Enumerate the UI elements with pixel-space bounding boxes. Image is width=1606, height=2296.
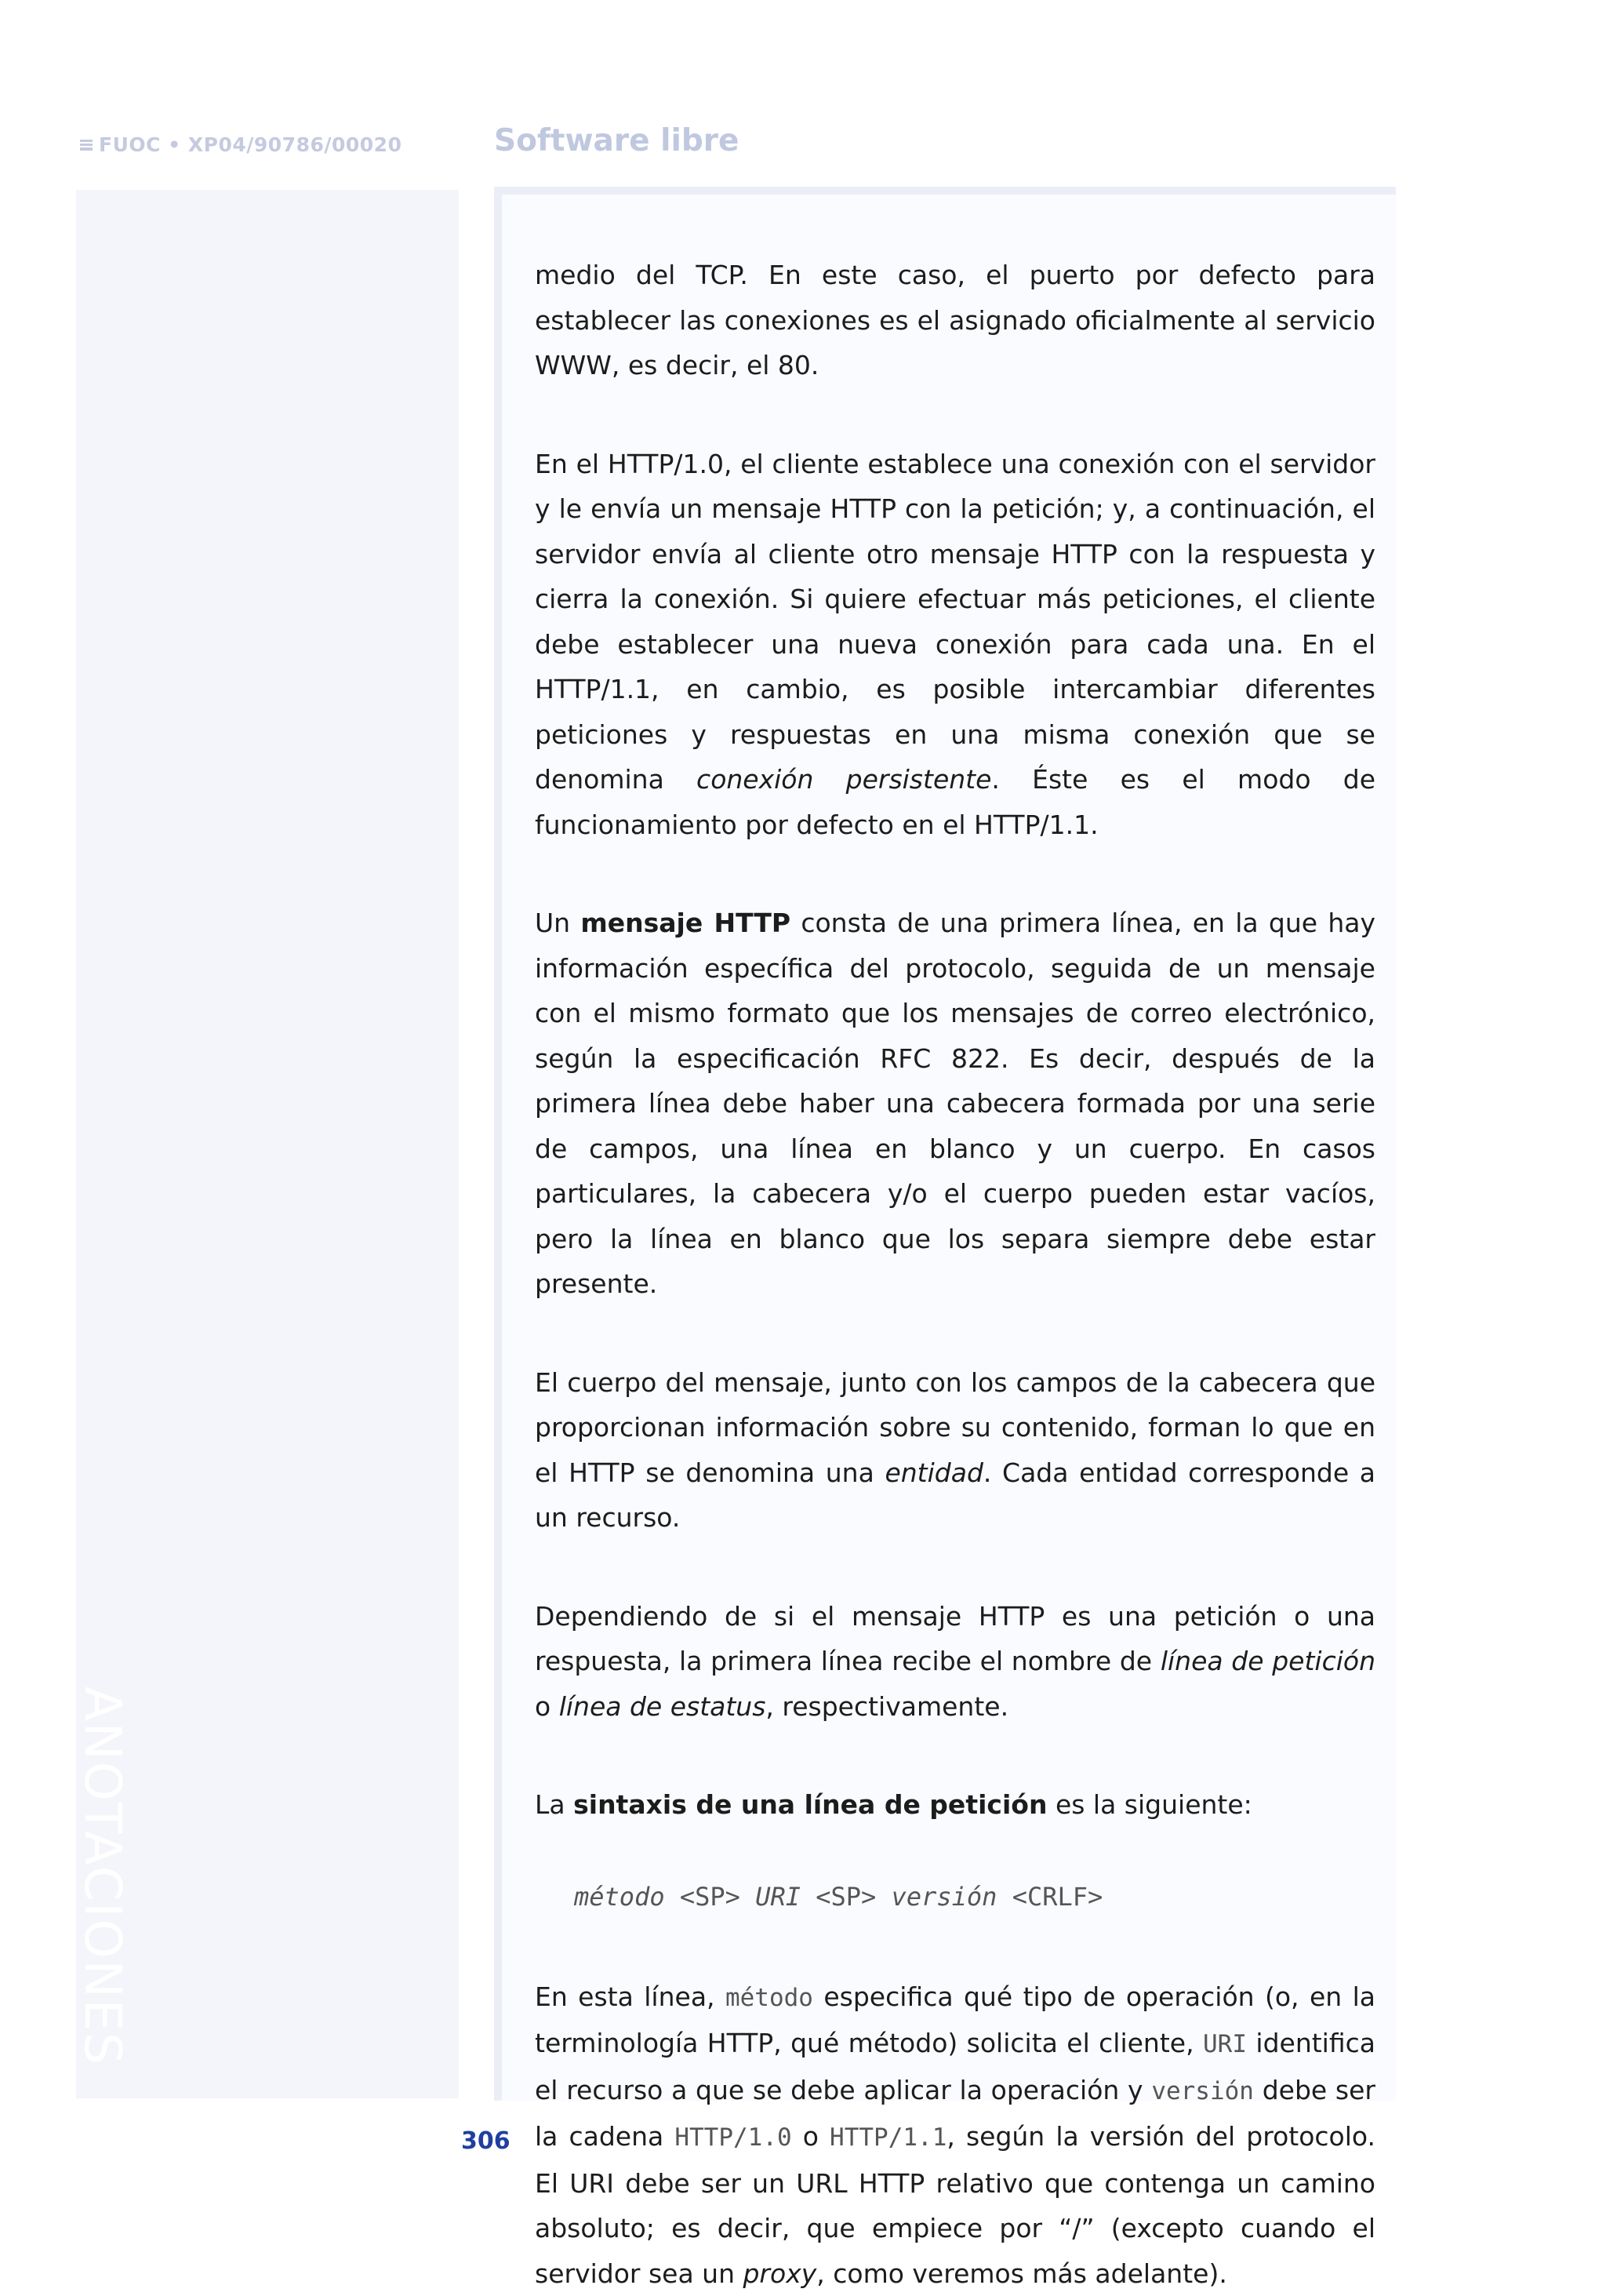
- text: Dependiendo de si el mensaje HTTP es una petición o una respuesta, la primera línea recibe el nombre de: [535, 1601, 1375, 1677]
- inline-code: HTTP/1.1: [830, 2123, 947, 2152]
- annotations-margin: [76, 190, 459, 2098]
- term-italic: entidad: [885, 1457, 983, 1488]
- text: Un: [535, 908, 580, 938]
- paragraph-7: [535, 1974, 1375, 2296]
- request-line-syntax: [574, 1875, 1375, 1919]
- paragraph-3: [535, 901, 1375, 1307]
- paragraph-4: [535, 1360, 1375, 1541]
- syntax-crlf: <CRLF>: [997, 1882, 1103, 1912]
- term-italic: proxy: [743, 2258, 816, 2289]
- header-code-text: FUOC • XP04/90786/00020: [99, 133, 402, 156]
- text: La: [535, 1789, 573, 1820]
- inline-code: versión: [1151, 2077, 1254, 2105]
- term-italic: conexión persistente: [696, 764, 991, 795]
- text: identifica el recurso a que se debe aplicar la operación y: [535, 2028, 1375, 2105]
- page-number: 306: [461, 2127, 511, 2155]
- paragraph-1: [535, 253, 1375, 388]
- inline-code: HTTP/1.0: [674, 2123, 791, 2152]
- running-title: Software libre: [494, 123, 739, 158]
- text: . Éste es el modo de funcionamiento por defecto en el HTTP/1.1.: [535, 764, 1375, 840]
- text: especifica qué tipo de operación (o, en la terminología HTTP, qué método) solicita el cliente,: [535, 1981, 1375, 2059]
- text: debe ser la cadena: [535, 2075, 1375, 2152]
- term-italic: línea de petición: [1161, 1646, 1375, 1676]
- text: El cuerpo del mensaje, junto con los campos de la cabecera que proporcionan información sobre su contenido, forman lo que en el HTTP se denomina una: [535, 1367, 1375, 1488]
- syntax-sp: <SP>: [665, 1882, 756, 1912]
- paragraph-6: [535, 1782, 1375, 1828]
- paragraph-1-text: medio del TCP. En este caso, el puerto por defecto para establecer las conexiones es el asignado oficialmente al servicio WWW, es decir, el 80.: [535, 260, 1375, 380]
- uoc-logo-icon: [78, 138, 94, 152]
- annotations-label-text: ANOTACIONES: [76, 1687, 128, 2094]
- syntax-sp: <SP>: [801, 1882, 892, 1912]
- text: , según la versión del protocolo. El URI debe ser un URL HTTP relativo que contenga un camino absoluto; es decir, que empiece por “/” (excepto cuando el servidor sea un: [535, 2121, 1375, 2289]
- term-bold: mensaje HTTP: [580, 908, 790, 938]
- text: es la siguiente:: [1047, 1789, 1252, 1820]
- inline-code: método: [725, 1984, 813, 2012]
- text: o: [535, 1691, 559, 1722]
- paragraph-2: [535, 442, 1375, 848]
- page-body: [535, 253, 1375, 2296]
- text: , respectivamente.: [765, 1691, 1008, 1722]
- syntax-method: método: [574, 1882, 665, 1912]
- text: En esta línea,: [535, 1981, 725, 2012]
- paragraph-5: [535, 1594, 1375, 1730]
- text: consta de una primera línea, en la que hay información específica del protocolo, seguida de un mensaje con el mismo formato que los mensajes de correo electrónico, según la especificación RFC 822. Es decir, después de la primera línea debe haber una cabecera formada por una serie de campos, una línea en blanco y un cuerpo. En casos particulares, la cabecera y/o el cuerpo pueden estar vacíos, pero la línea en blanco que los separa siempre debe estar presente.: [535, 908, 1375, 1299]
- text: , como veremos más adelante).: [816, 2258, 1227, 2289]
- inline-code: URI: [1203, 2030, 1247, 2058]
- term-italic: línea de estatus: [559, 1691, 766, 1722]
- syntax-version: versión: [892, 1882, 997, 1912]
- text: . Cada entidad corresponde a un recurso.: [535, 1457, 1375, 1534]
- syntax-uri: URI: [755, 1882, 801, 1912]
- header-code: [78, 133, 402, 156]
- term-bold: sintaxis de una línea de petición: [573, 1789, 1047, 1820]
- text: o: [792, 2121, 830, 2152]
- annotations-label: [76, 1687, 128, 2094]
- text: En el HTTP/1.0, el cliente establece una conexión con el servidor y le envía un mensaje HTTP con la petición; y, a continuación, el servidor envía al cliente otro mensaje HTTP con la respuesta y cierra la conexión. Si quiere efectuar más peticiones, el cliente debe establecer una nueva conexión para cada una. En el HTTP/1.1, en cambio, es posible intercambiar diferentes peticiones y respuestas en una misma conexión que se denomina: [535, 449, 1375, 795]
